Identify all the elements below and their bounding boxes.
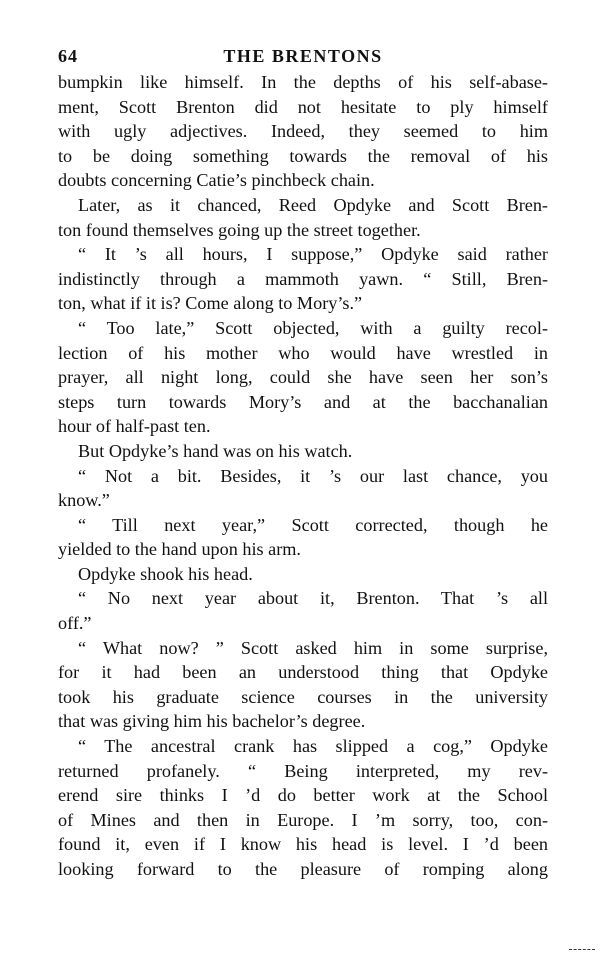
text-line: “ What now? ” Scott asked him in some surprise, bbox=[78, 637, 548, 658]
text-line: “ Till next year,” Scott corrected, though he bbox=[78, 514, 548, 535]
page-header bbox=[58, 40, 548, 70]
text-line: doubts concerning Catie’s pinchbeck chain. bbox=[58, 170, 375, 191]
text-line: of Mines and then in Europe. I ’m sorry, too, con- bbox=[58, 809, 548, 830]
text-line: bumpkin like himself. In the depths of his self-abase- bbox=[58, 72, 548, 92]
text-line: hour of half-past ten. bbox=[58, 416, 211, 437]
text-line: “ No next year about it, Brenton. That ’s all bbox=[78, 588, 548, 609]
text-line: returned profanely. “ Being interpreted, my rev- bbox=[58, 760, 548, 781]
book-page bbox=[58, 40, 548, 882]
text-line: lection of his mother who would have wrestled in bbox=[58, 342, 548, 363]
page-edge-mark bbox=[569, 949, 595, 950]
text-line: off.” bbox=[58, 613, 92, 634]
text-line: looking forward to the pleasure of romping along bbox=[58, 859, 548, 879]
text-line: took his graduate science courses in the university bbox=[58, 686, 548, 707]
text-line: Later, as it chanced, Reed Opdyke and Scott Bren- bbox=[78, 194, 548, 215]
text-line: ton, what if it is? Come along to Mory’s.” bbox=[58, 293, 363, 314]
text-line: for it had been an understood thing that Opdyke bbox=[58, 662, 548, 683]
text-line: “ Too late,” Scott objected, with a guilty recol- bbox=[78, 317, 548, 338]
text-line: “ The ancestral crank has slipped a cog,” Opdyke bbox=[78, 736, 548, 757]
text-line: ton found themselves going up the street together. bbox=[58, 219, 421, 240]
text-line: steps turn towards Mory’s and at the bacchanalian bbox=[58, 391, 548, 412]
text-line: prayer, all night long, could she have seen her son’s bbox=[58, 367, 548, 388]
text-line: erend sire thinks I ’d do better work at the School bbox=[58, 785, 548, 806]
text-line: ment, Scott Brenton did not hesitate to ply himself bbox=[58, 96, 548, 117]
text-line: found it, even if I know his head is level. I ’d been bbox=[58, 834, 548, 855]
text-line: But Opdyke’s hand was on his watch. bbox=[78, 440, 353, 461]
text-line: “ Not a bit. Besides, it ’s our last chance, you bbox=[78, 465, 548, 486]
running-title: THE BRENTONS bbox=[223, 46, 383, 66]
body-text bbox=[58, 70, 548, 882]
text-line: indistinctly through a mammoth yawn. “ Still, Bren- bbox=[58, 268, 548, 289]
text-line: yielded to the hand upon his arm. bbox=[58, 539, 301, 560]
text-line: to be doing something towards the removal of his bbox=[58, 145, 548, 166]
text-line: Opdyke shook his head. bbox=[78, 563, 253, 584]
text-line: that was giving him his bachelor’s degree. bbox=[58, 711, 366, 732]
text-line: with ugly adjectives. Indeed, they seemed to him bbox=[58, 121, 548, 142]
page-number: 64 bbox=[58, 46, 78, 66]
text-line: “ It ’s all hours, I suppose,” Opdyke said rather bbox=[78, 244, 548, 265]
text-line: know.” bbox=[58, 490, 110, 511]
